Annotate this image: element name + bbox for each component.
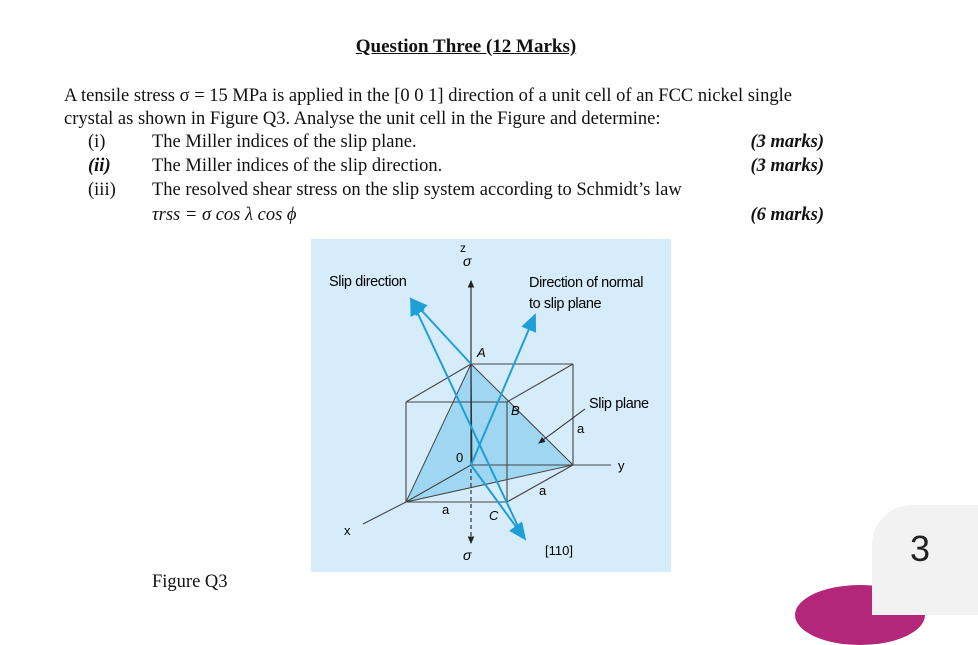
item-text: The Miller indices of the slip direction. — [152, 156, 443, 176]
label-slip-direction: Slip direction — [329, 274, 407, 290]
label-origin: 0 — [456, 450, 464, 465]
item-marks: (3 marks) — [750, 156, 824, 176]
label-sigma-bottom: σ — [463, 547, 472, 563]
intro-line-2: crystal as shown in Figure Q3. Analyse the unit cell in the Figure and determine: — [64, 109, 661, 129]
slip-direction-upper — [411, 299, 471, 364]
question-title: Question Three (12 Marks) — [355, 36, 577, 57]
page-number: 3 — [910, 528, 931, 569]
label-y: y — [618, 458, 625, 473]
label-direction-110: [110] — [545, 543, 573, 558]
item-row-3 — [64, 180, 824, 204]
label-point-b: B — [511, 403, 520, 418]
item-number: (i) — [88, 132, 106, 152]
label-normal-line-2: to slip plane — [529, 296, 602, 312]
item-text: The Miller indices of the slip plane. — [152, 132, 417, 152]
question-intro — [64, 85, 864, 131]
item-number: (iii) — [88, 180, 116, 200]
label-z: z — [460, 241, 466, 255]
label-point-a: A — [477, 345, 486, 360]
label-a-bottom-left: a — [442, 502, 450, 517]
item-row-2 — [64, 156, 824, 180]
label-point-c: C — [489, 508, 499, 523]
figure-q3 — [311, 239, 671, 572]
item-text: The resolved shear stress on the slip system according to Schmidt’s law — [152, 180, 682, 200]
item-number: (ii) — [88, 156, 111, 176]
label-a-bottom-right: a — [539, 483, 547, 498]
label-sigma-top: σ — [463, 253, 472, 269]
label-slip-plane: Slip plane — [589, 396, 649, 412]
label-normal-line-1: Direction of normal — [529, 275, 644, 291]
unit-cell-diagram — [311, 239, 671, 572]
label-a-right: a — [577, 421, 585, 436]
item-row-1 — [64, 132, 824, 156]
formula-marks: (6 marks) — [750, 205, 824, 225]
figure-caption: Figure Q3 — [152, 572, 228, 592]
slip-plane-shape — [406, 364, 573, 502]
item-marks: (3 marks) — [750, 132, 824, 152]
intro-line-1: A tensile stress σ = 15 MPa is applied in the [0 0 1] direction of a unit cell of an FCC nickel single — [64, 86, 792, 106]
label-x: x — [344, 523, 351, 538]
schmid-formula: τrss = σ cos λ cos ϕ — [152, 205, 297, 225]
formula-row — [64, 205, 824, 229]
